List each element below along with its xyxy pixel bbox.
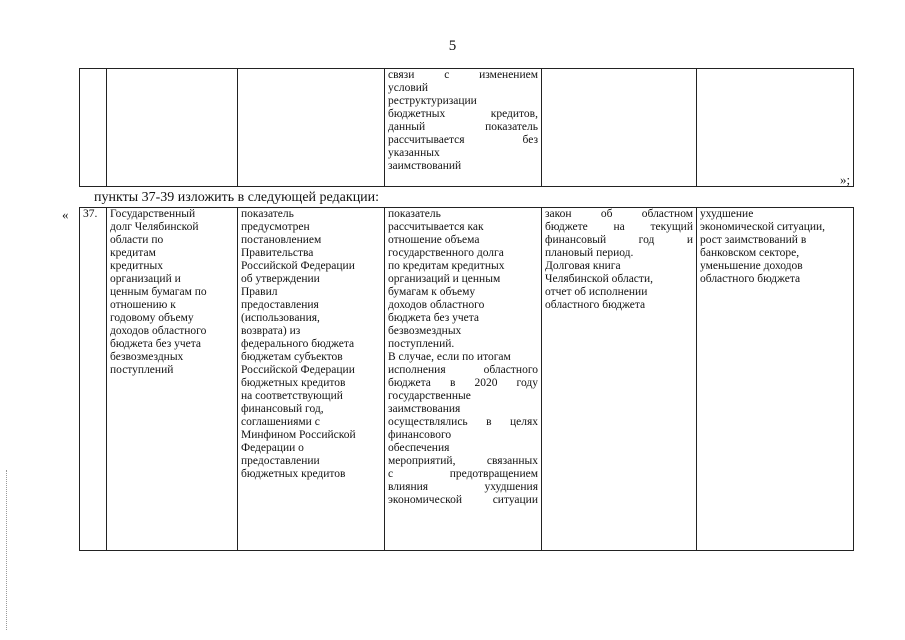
text-line: связи с изменением (388, 69, 538, 81)
text-line: Минфином Российской (241, 429, 356, 441)
text-line: кредитных (110, 260, 163, 272)
indicator-name (107, 208, 238, 551)
text-line: областного бюджета (545, 299, 646, 311)
text-line: области по (110, 234, 164, 246)
text-line: мероприятий, связанных (388, 455, 538, 467)
page-number: 5 (448, 38, 457, 54)
text-line: показатель (241, 208, 294, 220)
text-line: уменьшение доходов (700, 260, 803, 272)
text-line: соглашениями с (241, 416, 320, 428)
text-line: бюджете на текущий (545, 221, 693, 233)
text-line: рассчитывается как (388, 221, 484, 233)
text-line: безвозмездных (388, 325, 462, 337)
text-line: доходов областного (110, 325, 207, 337)
text-line: предоставлении (241, 455, 320, 467)
text-line: с предотвращением (388, 468, 538, 480)
text-line: об утверждении (241, 273, 320, 285)
text-line: Долговая книга (545, 260, 621, 272)
text-line: Российской Федерации (241, 364, 355, 376)
text-line: Челябинской области, (545, 273, 653, 285)
text-line: указанных (388, 147, 440, 159)
table-row (80, 69, 854, 187)
cell-factors (697, 69, 854, 187)
text-line: бюджетных кредитов (241, 468, 346, 480)
opening-quote: « (62, 207, 69, 222)
text-line: отношение объема (388, 234, 480, 246)
text-line: Государственный (110, 208, 196, 220)
table-row (80, 208, 854, 551)
text-line: обеспечения (388, 442, 450, 454)
text-line: финансовый год и (545, 234, 693, 246)
text-line: Федерации о (241, 442, 304, 454)
text-line: поступлений (110, 364, 174, 376)
text-line: по кредитам кредитных (388, 260, 505, 272)
text-line: бюджетных кредитов, (388, 108, 538, 120)
data-source (542, 208, 697, 551)
text-line: доходов областного (388, 299, 485, 311)
cell-method (385, 69, 542, 187)
text-line: заимствования (388, 403, 461, 415)
text-line: ухудшение (700, 208, 754, 220)
text-line: закон об областном (545, 208, 693, 220)
text-line: государственного долга (388, 247, 504, 259)
text-line: банковском секторе, (700, 247, 800, 259)
text-line: исполнения областного (388, 364, 538, 376)
text-line: условий (388, 82, 429, 94)
text-line: на соответствующий (241, 390, 343, 402)
text-line: организаций и ценным (388, 273, 501, 285)
row-number: 37. (80, 208, 107, 551)
text-line: отчет об исполнении (545, 286, 648, 298)
influence-factors (697, 208, 854, 551)
calculation-method (385, 208, 542, 551)
text-line: Российской Федерации (241, 260, 355, 272)
text-line: Правил (241, 286, 278, 298)
text-line: заимствований (388, 160, 462, 172)
text-line: предусмотрен (241, 221, 310, 233)
table-continuation (79, 68, 854, 187)
text-line: областного бюджета (700, 273, 801, 285)
text-line: бюджетных кредитов (241, 377, 346, 389)
text-line: возврата) из (241, 325, 301, 337)
scan-margin-line (6, 470, 8, 630)
text-line: (использования, (241, 312, 320, 324)
text-line: государственные (388, 390, 471, 402)
text-line: бюджетам субъектов (241, 351, 343, 363)
cell-name (107, 69, 238, 187)
text-line: данный показатель (388, 121, 538, 133)
text-line: организаций и (110, 273, 181, 285)
text-line: годовому объему (110, 312, 194, 324)
text-line: реструктуризации (388, 95, 477, 107)
closing-quote: »; (840, 172, 851, 187)
text-line: кредитам (110, 247, 156, 259)
text-line: плановый период. (545, 247, 634, 259)
text-line: бюджета без учета (388, 312, 480, 324)
text-line: поступлений. (388, 338, 455, 350)
text-line: В случае, если по итогам (388, 351, 511, 363)
text-line: бюджета в 2020 году (388, 377, 538, 389)
text-line: отношению к (110, 299, 176, 311)
text-line: долг Челябинской (110, 221, 199, 233)
cell-source (542, 69, 697, 187)
cell-num (80, 69, 107, 187)
text-line: Правительства (241, 247, 314, 259)
text-line: экономической ситуации, (700, 221, 826, 233)
text-line: ценным бумагам по (110, 286, 207, 298)
text-line: финансового (388, 429, 452, 441)
indicator-basis (238, 208, 385, 551)
text-line: рост заимствований в (700, 234, 807, 246)
table-row-37 (79, 207, 854, 551)
cell-basis (238, 69, 385, 187)
instruction-text: пункты 37-39 изложить в следующей редакции: (94, 190, 380, 205)
text-line: федерального бюджета (241, 338, 355, 350)
text-line: показатель (388, 208, 441, 220)
text-line: осуществлялись в целях (388, 416, 538, 428)
text-line: постановлением (241, 234, 322, 246)
text-line: безвозмездных (110, 351, 184, 363)
text-line: рассчитывается без (388, 134, 538, 146)
text-line: бюджета без учета (110, 338, 202, 350)
text-line: предоставления (241, 299, 319, 311)
text-line: финансовый год, (241, 403, 324, 415)
text-line: экономической ситуации (388, 494, 538, 506)
text-line: бумагам к объему (388, 286, 476, 298)
text-line: влияния ухудшения (388, 481, 538, 493)
